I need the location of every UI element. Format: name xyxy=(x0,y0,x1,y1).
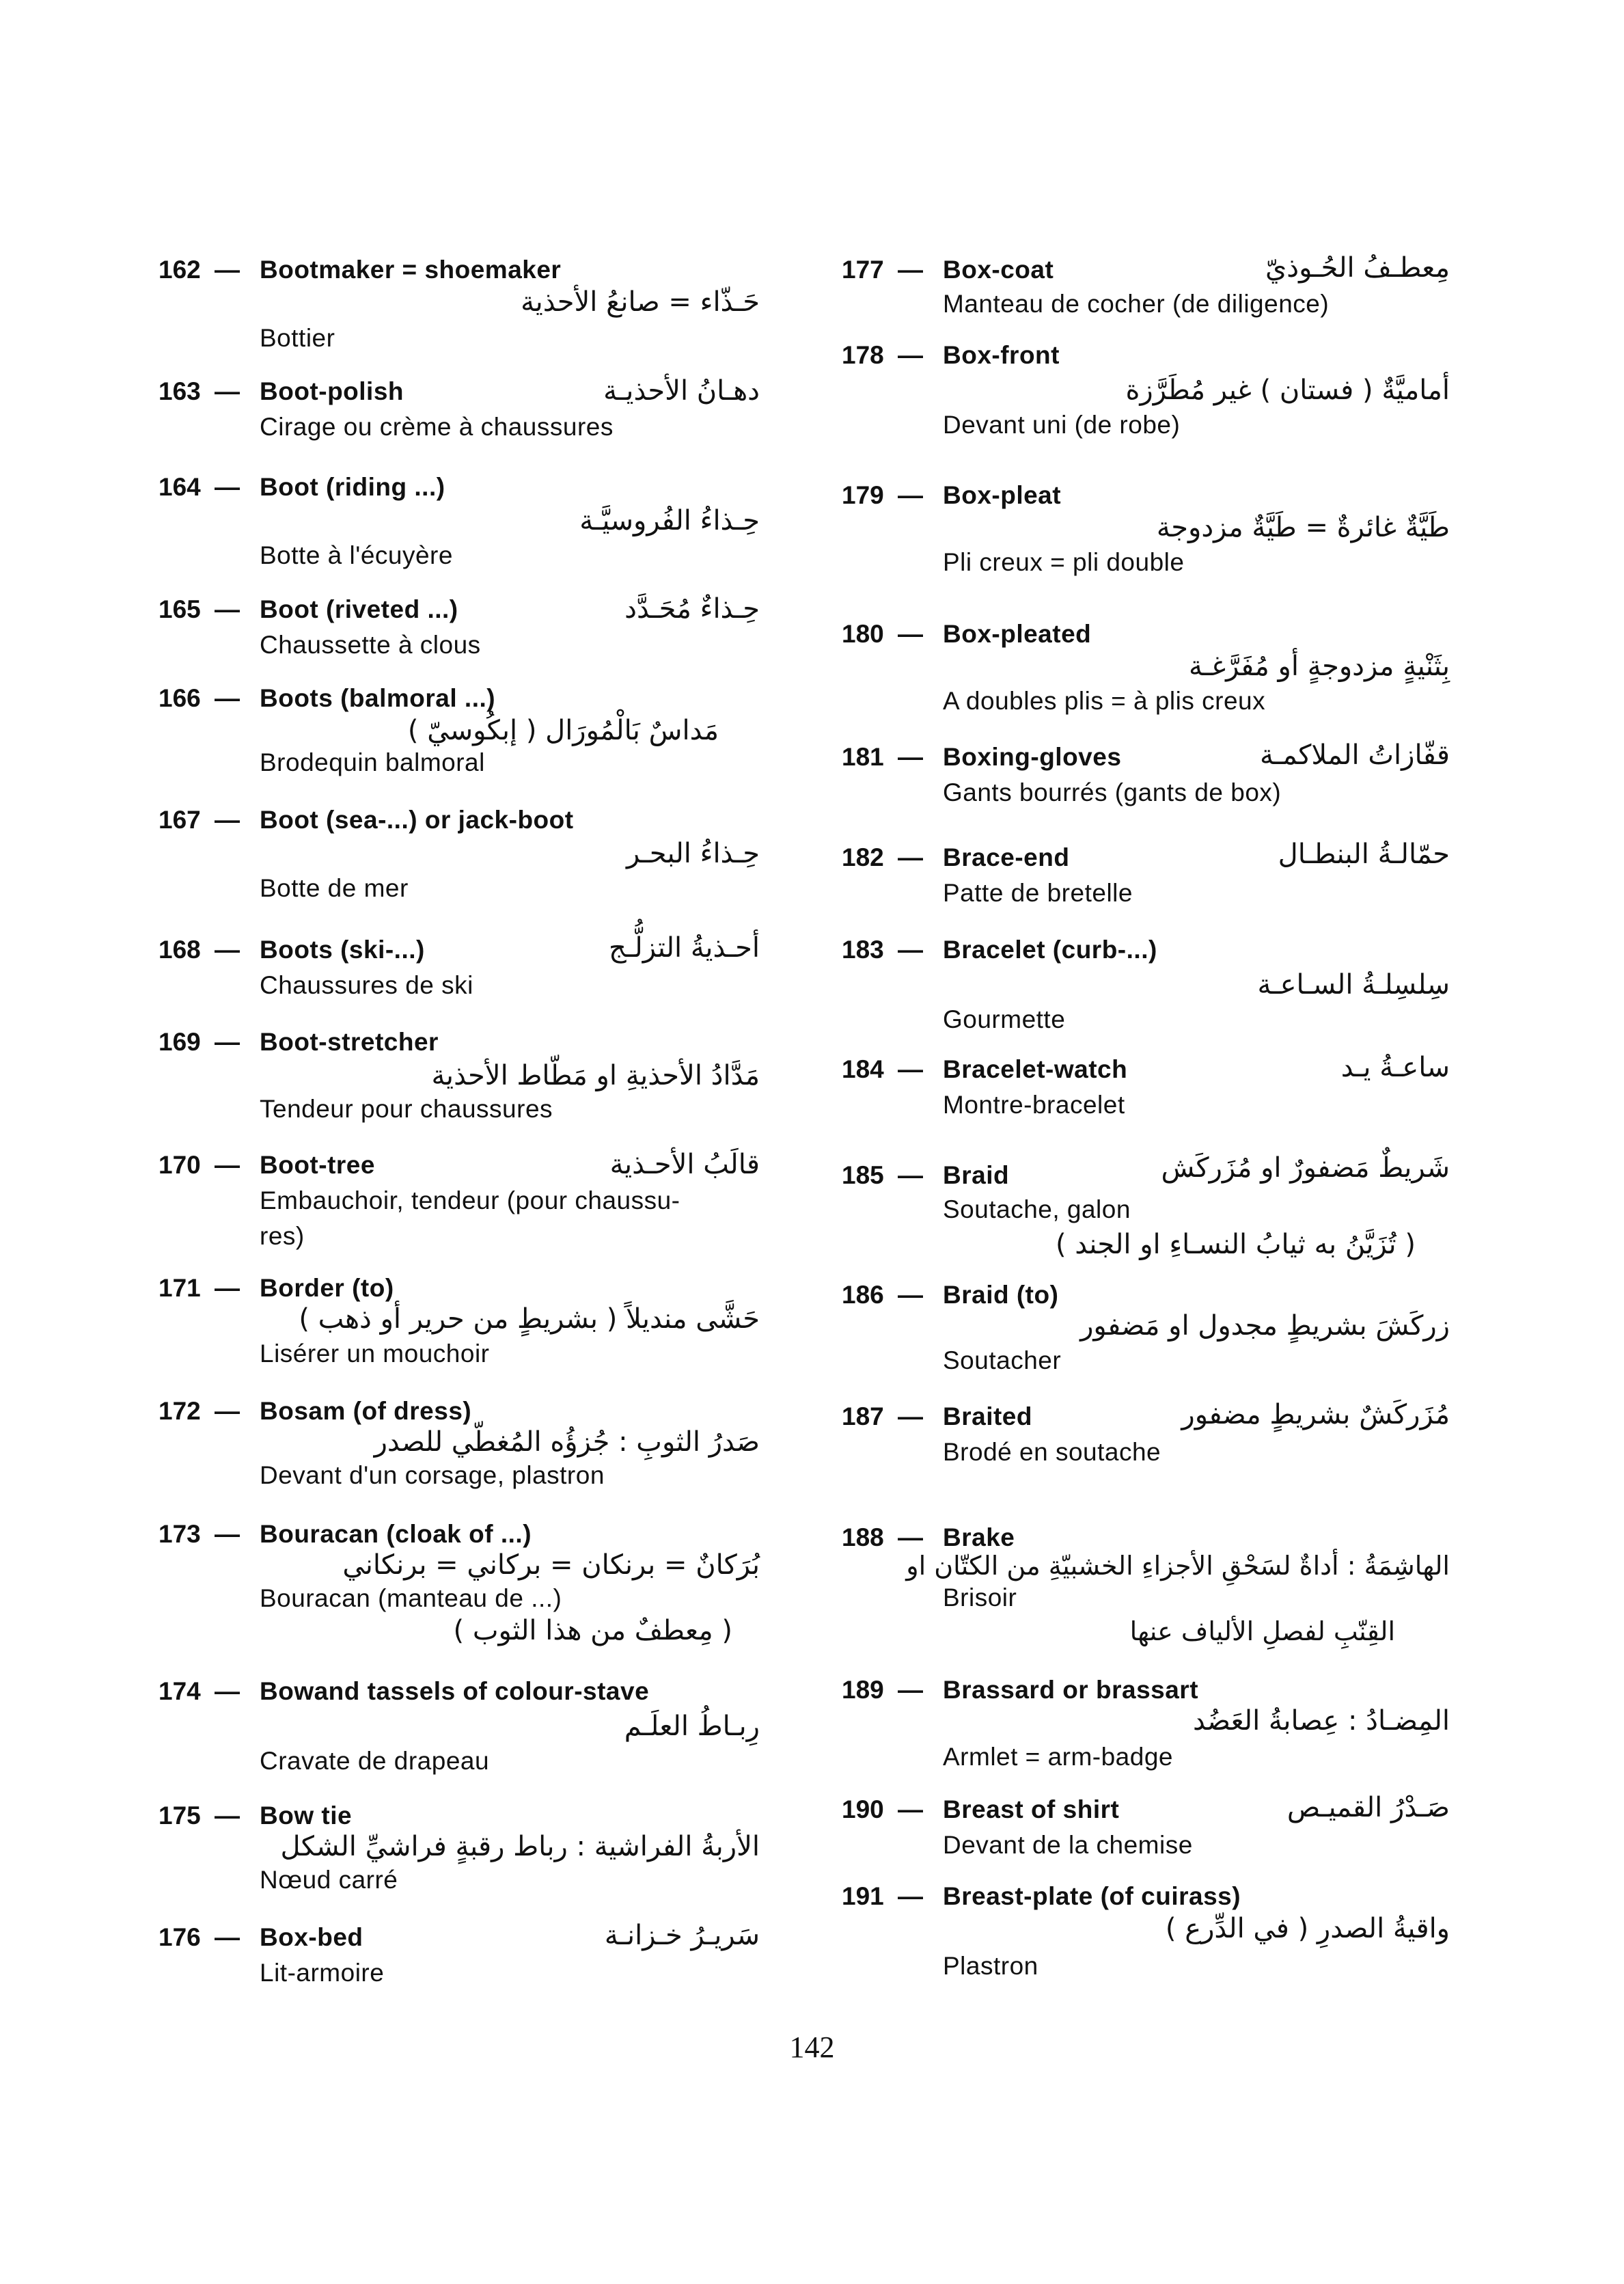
arabic-term: بِثَنْيةٍ مزدوجةٍ أو مُفَرَّغـة xyxy=(1189,651,1450,682)
arabic-term: مَدَّادُ الأحذيةِ او مَطّاط الأحذية xyxy=(431,1060,760,1091)
english-term: Bosam (of dress) xyxy=(260,1397,472,1425)
english-term: Braited xyxy=(943,1402,1032,1430)
french-term: Soutacher xyxy=(943,1346,1062,1374)
arabic-term: رِبـاطُ العلَـم xyxy=(624,1711,760,1742)
dash: — xyxy=(898,843,923,871)
english-term: Bowand tassels of colour-stave xyxy=(260,1677,650,1705)
arabic-term: طَيَّةٌ غائرةٌ = طَيَّةٌ مزدوجة xyxy=(1156,512,1450,543)
dash: — xyxy=(898,936,923,964)
french-term: Devant de la chemise xyxy=(943,1831,1193,1859)
dash: — xyxy=(215,1028,240,1056)
arabic-term: دهـانُ الأحذيـة xyxy=(603,375,760,407)
entry-number: 191 xyxy=(842,1882,884,1910)
french-term: Cirage ou crème à chaussures xyxy=(260,413,614,441)
entry-number: 165 xyxy=(159,595,201,623)
entry-number: 177 xyxy=(842,256,884,284)
entry-number: 170 xyxy=(159,1151,201,1179)
arabic-term: واقيةُ الصدرِ ( في الدِّرع ) xyxy=(1165,1913,1450,1944)
french-term: Lit-armoire xyxy=(260,1959,385,1987)
arabic-term: قفّازاتُ الملاكمـة xyxy=(1260,739,1450,771)
english-term: Boot (sea-...) or jack-boot xyxy=(260,806,574,834)
english-term: Boot-polish xyxy=(260,377,404,405)
arabic-term: حَشَّى منديلاً ( بشريطٍ من حرير أو ذهب ) xyxy=(299,1303,760,1335)
french-term: Pli creux = pli double xyxy=(943,548,1185,576)
dash: — xyxy=(215,936,240,964)
english-term: Boots (ski-...) xyxy=(260,936,425,964)
english-term: Boot-tree xyxy=(260,1151,375,1179)
english-term: Bracelet-watch xyxy=(943,1055,1128,1083)
arabic-gloss: القِنّبِ لفصلِ الألياف عنها xyxy=(1129,1616,1395,1646)
entry-number: 167 xyxy=(159,806,201,834)
french-term: A doubles plis = à plis creux xyxy=(943,687,1266,715)
dash: — xyxy=(898,620,923,648)
dash: — xyxy=(898,1161,923,1189)
french-term: Lisérer un mouchoir xyxy=(260,1340,490,1368)
dash: — xyxy=(215,1397,240,1425)
entry-number: 174 xyxy=(159,1677,201,1705)
english-term: Box-coat xyxy=(943,256,1054,284)
english-term: Breast of shirt xyxy=(943,1795,1120,1823)
arabic-term: صَدرُ الثوبِ : جُزؤُه المُغطّي للصدر xyxy=(374,1426,760,1458)
entry-number: 186 xyxy=(842,1281,884,1309)
english-term: Bouracan (cloak of ...) xyxy=(260,1520,532,1548)
french-term: Devant d'un corsage, plastron xyxy=(260,1461,605,1489)
arabic-term: سِلسِلـةُ السـاعـة xyxy=(1257,969,1450,1001)
english-term: Braid xyxy=(943,1161,1010,1189)
arabic-term: ساعـةُ يـد xyxy=(1340,1052,1450,1083)
english-term: Brake xyxy=(943,1523,1015,1551)
english-term: Bow tie xyxy=(260,1802,353,1830)
english-term: Border (to) xyxy=(260,1274,394,1302)
arabic-term: الأربةُ الفراشية : رباط رقبةٍ فراشيِّ الشكل xyxy=(280,1831,760,1862)
english-term: Boot (riveted ...) xyxy=(260,595,458,623)
arabic-term: أحـذيةُ التزلُّـج xyxy=(608,932,760,964)
english-term: Boots (balmoral ...) xyxy=(260,684,496,712)
arabic-term: شَريطٌ مَضفورٌ او مُزَركَش xyxy=(1161,1152,1450,1184)
entry-number: 163 xyxy=(159,377,201,405)
dash: — xyxy=(898,743,923,771)
dash: — xyxy=(215,256,240,284)
arabic-term: حمّالـةُ البنطـال xyxy=(1278,839,1450,870)
entry-number: 178 xyxy=(842,341,884,369)
entry-number: 168 xyxy=(159,936,201,964)
entry-number: 176 xyxy=(159,1923,201,1951)
english-term: Box-front xyxy=(943,341,1060,369)
french-term: Botte de mer xyxy=(260,874,409,902)
french-term: Gants bourrés (gants de box) xyxy=(943,778,1282,806)
french-term: Brodequin balmoral xyxy=(260,748,485,776)
arabic-term: مِعطـفُ الحُـوذيّ xyxy=(1265,252,1450,284)
dash: — xyxy=(898,1523,923,1551)
dash: — xyxy=(215,377,240,405)
french-term: Manteau de cocher (de diligence) xyxy=(943,290,1330,318)
french-term: Armlet = arm-badge xyxy=(943,1743,1173,1771)
english-term: Boot (riding ...) xyxy=(260,473,445,501)
dash: — xyxy=(898,481,923,509)
arabic-term: سَريـرُ خـزانـة xyxy=(604,1920,760,1951)
arabic-term: أماميَّةٌ ( فستان ) غير مُطَرَّزة xyxy=(1125,375,1450,406)
english-term: Box-pleated xyxy=(943,620,1092,648)
french-term: Embauchoir, tendeur (pour chaussu- xyxy=(260,1186,680,1214)
french-term: Chaussures de ski xyxy=(260,971,473,999)
dash: — xyxy=(898,1795,923,1823)
dash: — xyxy=(215,1151,240,1179)
french-term: Brisoir xyxy=(943,1583,1017,1612)
dash: — xyxy=(215,1520,240,1548)
entry-number: 179 xyxy=(842,481,884,509)
french-term: Brodé en soutache xyxy=(943,1438,1161,1466)
entry-number: 162 xyxy=(159,256,201,284)
entry-number: 187 xyxy=(842,1402,884,1430)
french-term: Cravate de drapeau xyxy=(260,1747,490,1775)
english-term: Bracelet (curb-...) xyxy=(943,936,1157,964)
arabic-term: حِـذاءٌ مُحَـدَّد xyxy=(624,593,760,625)
french-term: Nœud carré xyxy=(260,1866,398,1894)
french-term: Patte de bretelle xyxy=(943,879,1133,907)
english-term: Brace-end xyxy=(943,843,1070,871)
english-term: Box-pleat xyxy=(943,481,1062,509)
arabic-gloss: ( مِعطفٌ من هذا الثوب ) xyxy=(453,1615,732,1646)
arabic-term: حِـذاءُ البحـر xyxy=(626,838,760,869)
dash: — xyxy=(215,595,240,623)
entry-number: 180 xyxy=(842,620,884,648)
arabic-term: حَـذّاء = صانعُ الأحذية xyxy=(521,286,760,318)
french-term: Bottier xyxy=(260,324,335,352)
english-term: Breast-plate (of cuirass) xyxy=(943,1882,1241,1910)
english-term: Braid (to) xyxy=(943,1281,1059,1309)
english-term: Boot-stretcher xyxy=(260,1028,439,1056)
french-term: Devant uni (de robe) xyxy=(943,411,1181,439)
dash: — xyxy=(215,473,240,501)
arabic-gloss: ( تُزَيَّنُ به ثيابُ النسـاءِ او الجند ) xyxy=(1055,1229,1416,1260)
entry-number: 189 xyxy=(842,1676,884,1704)
dash: — xyxy=(215,684,240,712)
dash: — xyxy=(215,1802,240,1830)
dash: — xyxy=(898,1281,923,1309)
entry-number: 181 xyxy=(842,743,884,771)
dash: — xyxy=(898,1882,923,1910)
french-term: Plastron xyxy=(943,1952,1038,1980)
arabic-term: بُرَكانٌ = برنكان = بركاني = برنكاني xyxy=(342,1549,760,1581)
entry-number: 171 xyxy=(159,1274,201,1302)
english-term: Boxing-gloves xyxy=(943,743,1122,771)
entry-number: 164 xyxy=(159,473,201,501)
french-term-continued: res) xyxy=(260,1222,305,1250)
dash: — xyxy=(898,1055,923,1083)
entry-number: 183 xyxy=(842,936,884,964)
dash: — xyxy=(898,341,923,369)
arabic-term: مُزَركَشٌ بشريطٍ مضفور xyxy=(1181,1399,1450,1430)
entry-number: 175 xyxy=(159,1802,201,1830)
english-term: Brassard or brassart xyxy=(943,1676,1199,1704)
english-term: Bootmaker = shoemaker xyxy=(260,256,562,284)
french-term: Soutache, galon xyxy=(943,1195,1131,1223)
arabic-term: صَـدْرُ القميـص xyxy=(1286,1792,1450,1823)
dash: — xyxy=(215,1677,240,1705)
arabic-term: الهاشِمَةُ : أداةٌ لسَحْقِ الأجزاءِ الخشبيّةِ من الكتّان او xyxy=(906,1551,1450,1581)
entry-number: 184 xyxy=(842,1055,884,1083)
arabic-term: حِـذاءُ الفُروسيَّـة xyxy=(579,505,760,536)
english-term: Box-bed xyxy=(260,1923,363,1951)
arabic-term: زركَشَ بشريطٍ مجدول او مَضفور xyxy=(1080,1310,1450,1342)
page-number: 142 xyxy=(789,2030,835,2064)
french-term: Tendeur pour chaussures xyxy=(260,1095,553,1123)
entry-number: 182 xyxy=(842,843,884,871)
entry-number: 166 xyxy=(159,684,201,712)
arabic-term: المِضـادُ : عِصابةُ العَضُد xyxy=(1192,1705,1450,1737)
entry-number: 185 xyxy=(842,1161,884,1189)
dash: — xyxy=(898,1402,923,1430)
french-term: Gourmette xyxy=(943,1005,1066,1033)
french-term: Chaussette à clous xyxy=(260,631,481,659)
dash: — xyxy=(898,256,923,284)
dash: — xyxy=(215,1274,240,1302)
arabic-term: مَداسٌ بَالْمُورَال ( إبكُوسيّ ) xyxy=(407,715,719,746)
entry-number: 190 xyxy=(842,1795,884,1823)
dash: — xyxy=(898,1676,923,1704)
french-term: Botte à l'écuyère xyxy=(260,541,453,569)
french-term: Bouracan (manteau de ...) xyxy=(260,1584,562,1612)
dash: — xyxy=(215,1923,240,1951)
arabic-term: قالَبُ الأحـذية xyxy=(609,1149,760,1180)
entry-number: 188 xyxy=(842,1523,884,1551)
entry-number: 173 xyxy=(159,1520,201,1548)
entry-number: 172 xyxy=(159,1397,201,1425)
french-term: Montre-bracelet xyxy=(943,1091,1125,1119)
entry-number: 169 xyxy=(159,1028,201,1056)
dash: — xyxy=(215,806,240,834)
